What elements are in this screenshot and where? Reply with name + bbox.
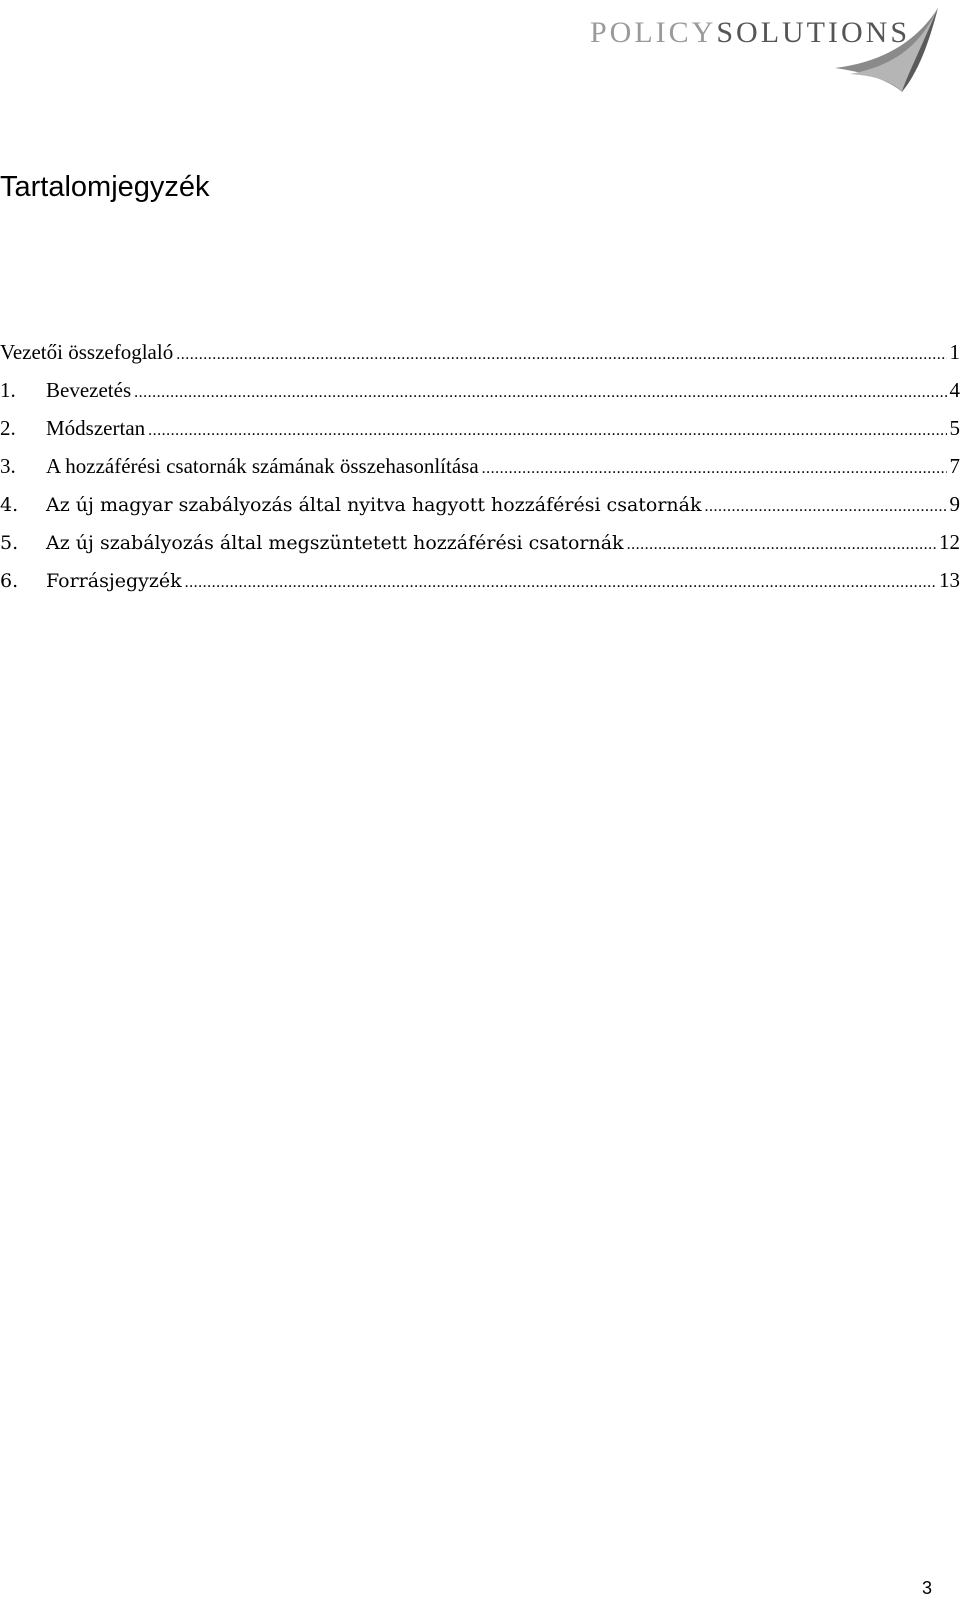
toc-entry-label: Forrásjegyzék [46,570,182,592]
toc-entry[interactable] [0,416,960,454]
toc-entry-number: 1. [0,378,16,402]
toc-entry-number: 6. [0,570,19,592]
toc-entry-page: 12 [939,530,960,554]
toc-leader-dots [627,536,936,554]
toc-entry[interactable] [0,378,960,416]
page-title: Tartalomjegyzék [0,171,210,203]
toc-entry-label: Módszertan [46,416,146,440]
toc-leader-dots [705,498,947,516]
toc-entry-page: 4 [949,378,960,402]
toc-entry[interactable] [0,340,960,378]
toc-entry-label: A hozzáférési csatornák számának összehasonlítása [46,454,479,478]
toc-entry-label: Az új magyar szabályozás által nyitva hagyott hozzáférési csatornák [46,494,702,516]
toc-leader-dots [148,422,946,440]
toc-leader-dots [176,346,946,364]
toc-entry-page: 13 [939,568,960,592]
page-number: 3 [921,1578,932,1598]
logo-text-solutions: SOLUTIONS [716,16,911,49]
toc-entry-page: 9 [949,492,960,516]
swoosh-logo-icon [810,6,940,94]
table-of-contents [0,340,960,606]
toc-entry-number: 5. [0,532,19,554]
toc-entry-page: 7 [949,454,960,478]
toc-entry-number: 3. [0,454,16,478]
toc-entry-label: Az új szabályozás által megszüntetett hozzáférési csatornák [46,532,624,554]
toc-leader-dots [482,460,947,478]
toc-entry[interactable] [0,568,960,606]
toc-entry[interactable] [0,530,960,568]
toc-entry-page: 1 [949,340,960,364]
logo-text-policy: POLICY [590,16,717,49]
toc-leader-dots [134,384,946,402]
toc-entry-label: Vezetői összefoglaló [0,340,174,364]
policy-solutions-logo [590,6,960,94]
toc-leader-dots [185,574,936,592]
toc-entry-number: 2. [0,416,16,440]
toc-entry[interactable] [0,454,960,492]
toc-entry-label: Bevezetés [46,378,132,402]
toc-entry-page: 5 [949,416,960,440]
toc-entry[interactable] [0,492,960,530]
toc-entry-number: 4. [0,494,19,516]
